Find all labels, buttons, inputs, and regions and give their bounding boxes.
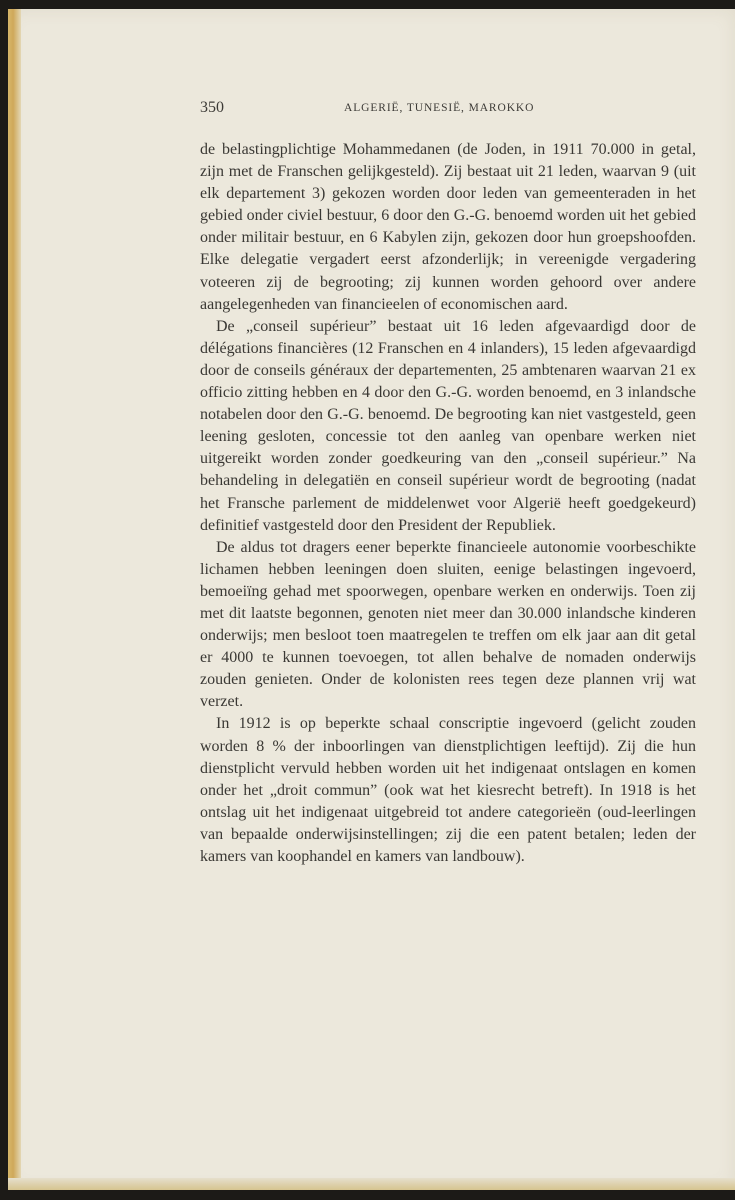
page-header (200, 99, 696, 119)
paragraph: De aldus tot dragers eener beperkte financieele autonomie voorbeschikte lichamen hebben leeningen doen sluiten, eenige belastingen ingevoerd, bemoeiïng gehad met spoorwegen, openbare werken en onderwijs. Toen zij met dit laatste begonnen, genoten niet meer dan 30.000 inlandsche kinderen onderwijs; men besloot toen maatregelen te treffen om elk jaar aan dit getal er 4000 te kunnen toevoegen, tot allen behalve de nomaden onderwijs zouden genieten. Onder de kolonisten rees tegen deze plannen vrij wat verzet. (200, 538, 696, 711)
page-number: 350 (200, 99, 224, 116)
paragraph-continued: de belastingplichtige Mohammedanen (de Joden, in 1911 70.000 in getal, zijn met de Franschen gelijkgesteld). Zij bestaat uit 21 leden, waarvan 9 (uit elk departement 3) gekozen worden door leden van gemeenteraden in het gebied onder civiel bestuur, 6 door den G.-G. benoemd worden uit het gebied onder militair bestuur, en 6 Kabylen zijn, gekozen door hun groepshoofden. Elke delegatie vergadert eerst afzonderlijk; in vereenigde vergadering voteeren zij de begrooting; zij kunnen worden gehoord over andere aangelegenheden van financieelen of economischen aard. (200, 141, 696, 313)
page-gilt-edge-bottom (8, 1178, 735, 1190)
paragraph: In 1912 is op beperkte schaal conscriptie ingevoerd (gelicht zouden worden 8 % der inboorlingen van dienstplichtigen leeftijd). Zij die hun dienstplicht vervuld hebben worden uit het indigenaat ontslagen en komen onder het „droit commun” (ook wat het kiesrecht betreft). In 1918 is het ontslag uit het indigenaat uitgebreid tot andere categorieën (oud-leerlingen van bepaalde onderwijsinstellingen; zij die een patent betalen; leden der kamers van koophandel en kamers van landbouw). (200, 715, 696, 865)
page-gilt-edge-left (8, 9, 21, 1190)
paragraph: De „conseil supérieur” bestaat uit 16 leden afgevaardigd door de délégations financières (12 Franschen en 4 inlanders), 15 leden afgevaardigd door de conseils généraux der departementen, 25 ambtenaren waarvan 21 ex officio zitting hebben en 4 door den G.-G. worden benoemd, en 3 inlandsche notabelen door den G.-G. benoemd. De begrooting kan niet vastgesteld, geen leening gesloten, concessie tot den aanleg van openbare werken niet uitgereikt worden zonder goedkeuring van den „conseil supérieur.” Na behandeling in delegatiën en conseil supérieur wordt de begrooting (nadat het Fransche parlement de middelenwet voor Algerië heeft goedgekeurd) definitief vastgesteld door den President der Republiek. (200, 317, 696, 534)
running-title: ALGERIË, TUNESIË, MAROKKO (344, 102, 535, 114)
body-text (200, 139, 696, 868)
